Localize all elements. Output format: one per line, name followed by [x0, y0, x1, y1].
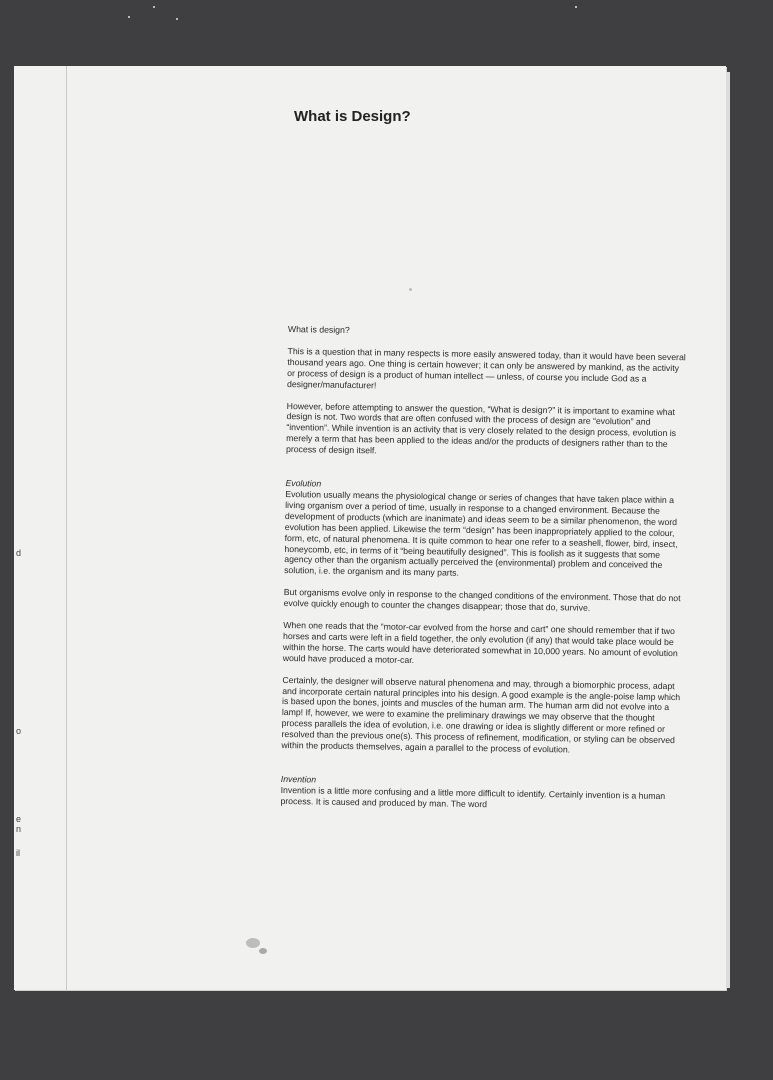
section-heading: Invention [280, 773, 317, 785]
paragraph: Certainly, the designer will observe natural phenomena and may, through a biomorphic process, adapt and incorporate certain natural principles into his design. A good example is the angle-poise lamp which is based upon the bones, joints and muscles of the human arm. The human arm did not evolve into a lamp! If, however, we were to examine the preliminary drawings we may observe that the thought process parallels the idea of evolution, i.e. one drawing or idea is slightly different or more refined or resolved than the previous one(s). This process of refinement, modification, or styling can be observed within the products themselves, again a parallel to the process of evolution. [281, 674, 681, 755]
left-margin-fragment: il [16, 848, 20, 858]
page-title: What is Design? [294, 108, 411, 125]
left-margin-fragment: e [16, 814, 22, 824]
paragraph: Invention is a little more confusing and a little more difficult to identify. Certainly invention is a human process. It is caused and produced by man. The word [280, 784, 666, 809]
paragraph: When one reads that the “motor-car evolved from the horse and cart” one should remember that if two horses and carts were left in a field together, the only evolution (if any) that would take place would be within the horse. The carts would have deteriorated somewhat in 10,000 years. No amount of evolution would have produced a motor-car. [282, 619, 678, 665]
left-margin-fragment: o [16, 726, 22, 736]
paragraph: Evolution usually means the physiological change or series of changes that have taken place within a living organism over a period of time, usually in response to a changed environment. Because the development of products (which are inanimate) and ideas seem to be a similar phenomenon, the word evolution has been applied. Likewise the term “design” has been inappropriately applied to the colour, form, etc, of natural phenomena. It is quite common to hear one refer to a seashell, flower, bird, insect, honeycomb, etc, in terms of it “being beautifully designed”. This is foolish as it suggests that some agency other than the organism actually perceived the (environmental) problem and conceived the solution, i.e. the organism and its many parts. [284, 488, 678, 579]
page-edge [726, 72, 730, 988]
binding-crease [66, 66, 67, 990]
paragraph: However, before attempting to answer the question, “What is design?” it is important to examine what design is not. Two words that are often confused with the process of design are “evolution” and “invention”. While invention is an activity that is very closely related to the design process, evolution is merely a term that has been applied to the ideas and/or the products of designers rather than to the process of design itself. [285, 400, 677, 456]
left-margin-fragment: n [16, 824, 22, 834]
left-margin-fragment: d [16, 548, 22, 558]
section-heading: Evolution [285, 478, 322, 489]
paragraph: But organisms evolve only in response to the changed conditions of the environment. Those that do not evolve quickly enough to counter the changes disappear; those that do, survive. [283, 587, 681, 613]
paper-speck [409, 288, 412, 291]
paragraph: This is a question that in many respects is more easily answered today, than it would have been several thousand years ago. One thing is certain however; it can only be answered by mankind, as the activity or process of design is a product of human intellect — unless, of course you include God as a designer/manufacturer! [286, 345, 686, 391]
body-text [280, 324, 688, 824]
paper-stain [259, 948, 267, 954]
paragraph: What is design? [287, 324, 350, 335]
scanned-page [14, 66, 726, 990]
paper-stain [246, 938, 260, 948]
